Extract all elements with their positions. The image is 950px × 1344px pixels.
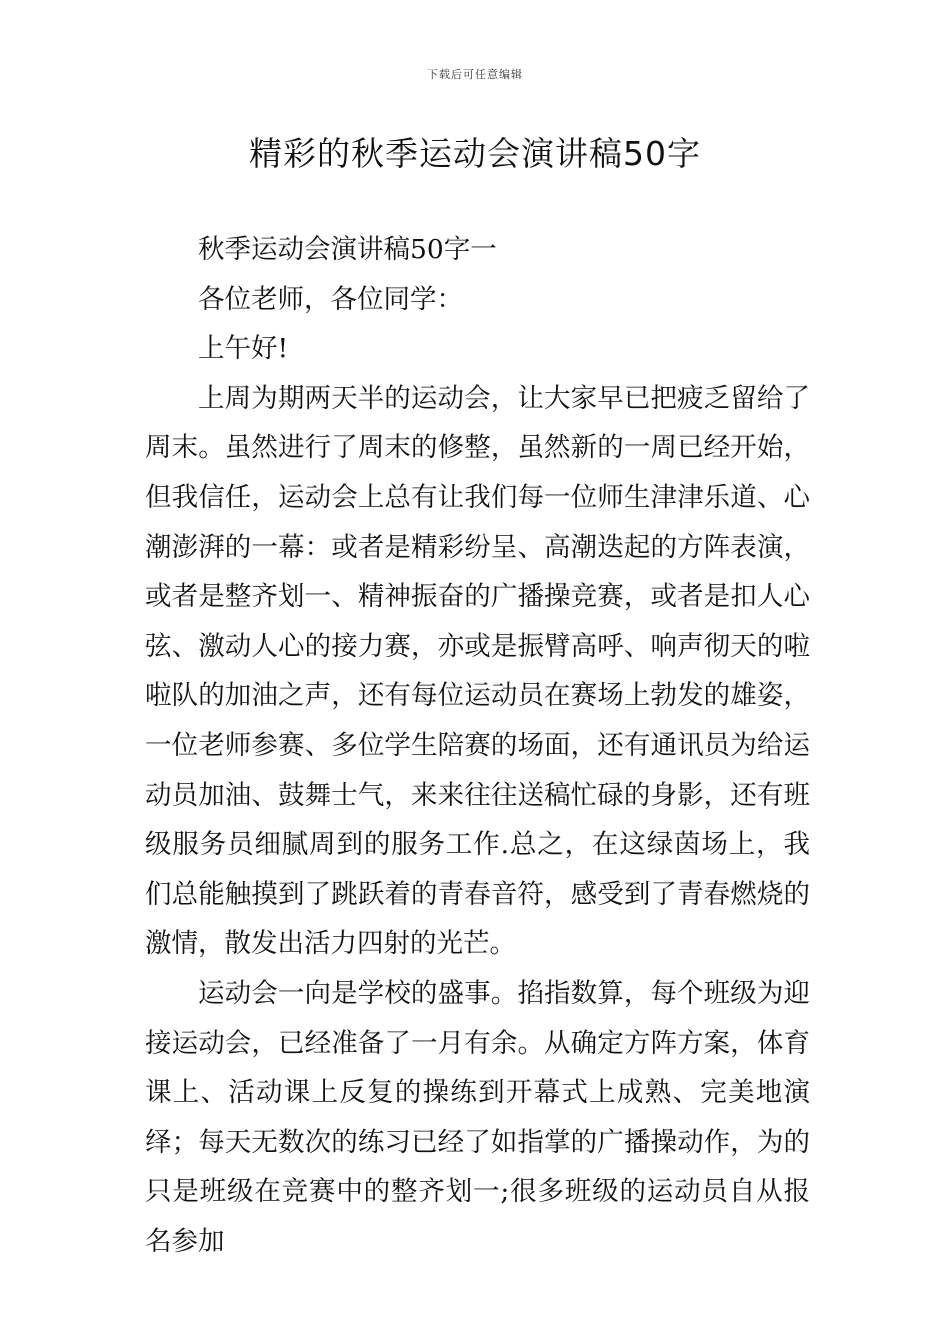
paragraph-body-2: 运动会一向是学校的盛事。掐指数算，每个班级为迎接运动会，已经准备了一月有余。从确定方阵方案，体育课上、活动课上反复的操练到开幕式上成熟、完美地演绎；每天无数次的练习已经了如指掌的广播操动作，为的只是班级在竞赛中的整齐划一;很多班级的运动员自从报名参加: [145, 977, 810, 1257]
page-header-note: 下载后可任意编辑: [427, 68, 523, 81]
paragraph-salutation: 各位老师，各位同学：: [198, 283, 463, 315]
paragraph-greeting: 上午好!: [198, 333, 289, 365]
document-body: [145, 225, 810, 1266]
document-title: 精彩的秋季运动会演讲稿50字: [249, 134, 701, 173]
paragraph-subtitle: 秋季运动会演讲稿50字一: [198, 234, 497, 265]
paragraph-body-1: 上周为期两天半的运动会，让大家早已把疲乏留给了周末。虽然进行了周末的修整，虽然新的一周已经开始，但我信任，运动会上总有让我们每一位师生津津乐道、心潮澎湃的一幕：或者是精彩纷呈、高潮迭起的方阵表演，或者是整齐划一、精神振奋的广播操竞赛，或者是扣人心弦、激动人心的接力赛，亦或是振臂高呼、响声彻天的啦啦队的加油之声，还有每位运动员在赛场上勃发的雄姿，一位老师参赛、多位学生陪赛的场面，还有通讯员为给运动员加油、鼓舞士气，来来往往送稿忙碌的身影，还有班级服务员细腻周到的服务工作.总之，在这绿茵场上，我们总能触摸到了跳跃着的青春音符，感受到了青春燃烧的激情，散发出活力四射的光芒。: [145, 382, 810, 960]
